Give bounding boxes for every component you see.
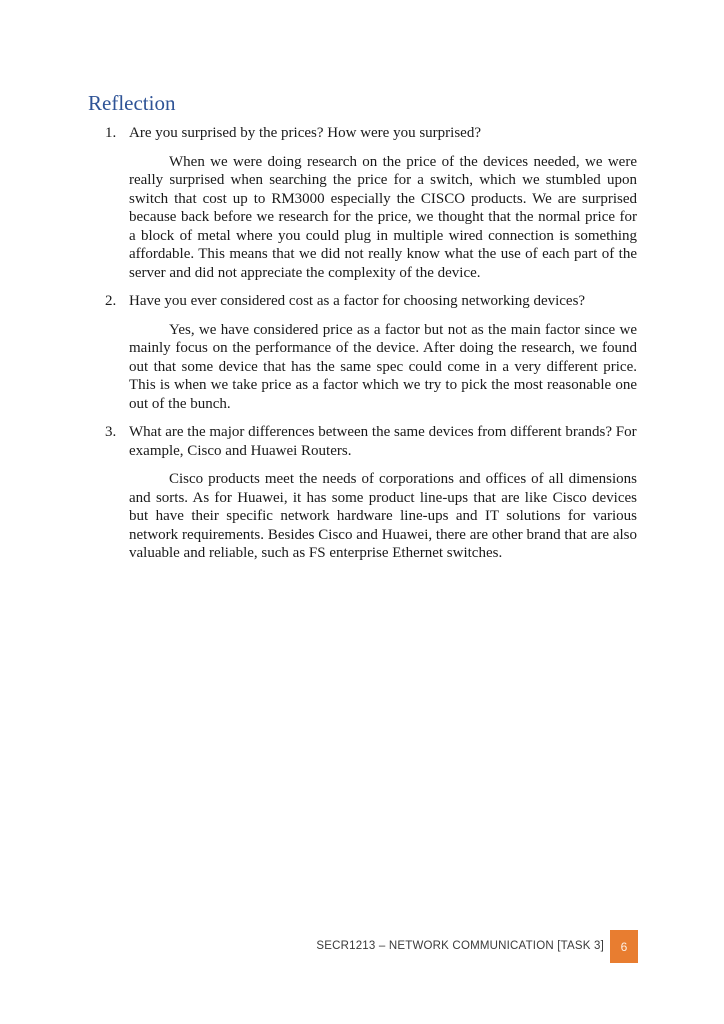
question-number: 2. [105, 293, 117, 309]
page-title: Reflection [88, 91, 176, 115]
question-text: What are the major differences between the same devices from different brands? For example, Cisco and Huawei Routers. [129, 424, 637, 459]
question-number: 3. [105, 424, 117, 440]
question-number: 1. [105, 125, 117, 141]
question-row [105, 423, 637, 460]
answer-paragraph: When we were doing research on the price of the devices needed, we were really surprised when searching the price for a switch, which we stumbled upon switch that cost up to RM3000 especially the CISCO products. We are surprised because back before we research for the price, we thought that the normal price for a block of metal where you could plug in multiple wired connection is something affordable. This means that we did not really know what the use of each part of the server and did not appreciate the complexity of the device. [129, 153, 637, 281]
question-row [105, 292, 637, 311]
page-content [88, 91, 637, 573]
page-number-badge: 6 [610, 930, 638, 963]
answer-paragraph: Yes, we have considered price as a factor but not as the main factor since we mainly focus on the performance of the device. After doing the research, we found out that some device that has the same spec could come in a very different price. This is when we take price as a factor which we try to pick the most reasonable one out of the bunch. [129, 321, 637, 412]
question-text: Are you surprised by the prices? How were you surprised? [129, 125, 481, 141]
page-footer [316, 930, 638, 963]
question-item-2 [88, 292, 637, 413]
question-item-1 [88, 124, 637, 282]
question-row [105, 124, 637, 143]
footer-course-label: SECR1213 – NETWORK COMMUNICATION [TASK 3] [316, 940, 604, 952]
answer-paragraph: Cisco products meet the needs of corporations and offices of all dimensions and sorts. As for Huawei, it has some product line-ups that are like Cisco devices but have their specific network hardware line-ups and IT solutions for various network requirements. Besides Cisco and Huawei, there are other brand that are also valuable and reliable, such as FS enterprise Ethernet switches. [129, 471, 637, 561]
question-item-3 [88, 423, 637, 563]
question-text: Have you ever considered cost as a factor for choosing networking devices? [129, 293, 586, 309]
